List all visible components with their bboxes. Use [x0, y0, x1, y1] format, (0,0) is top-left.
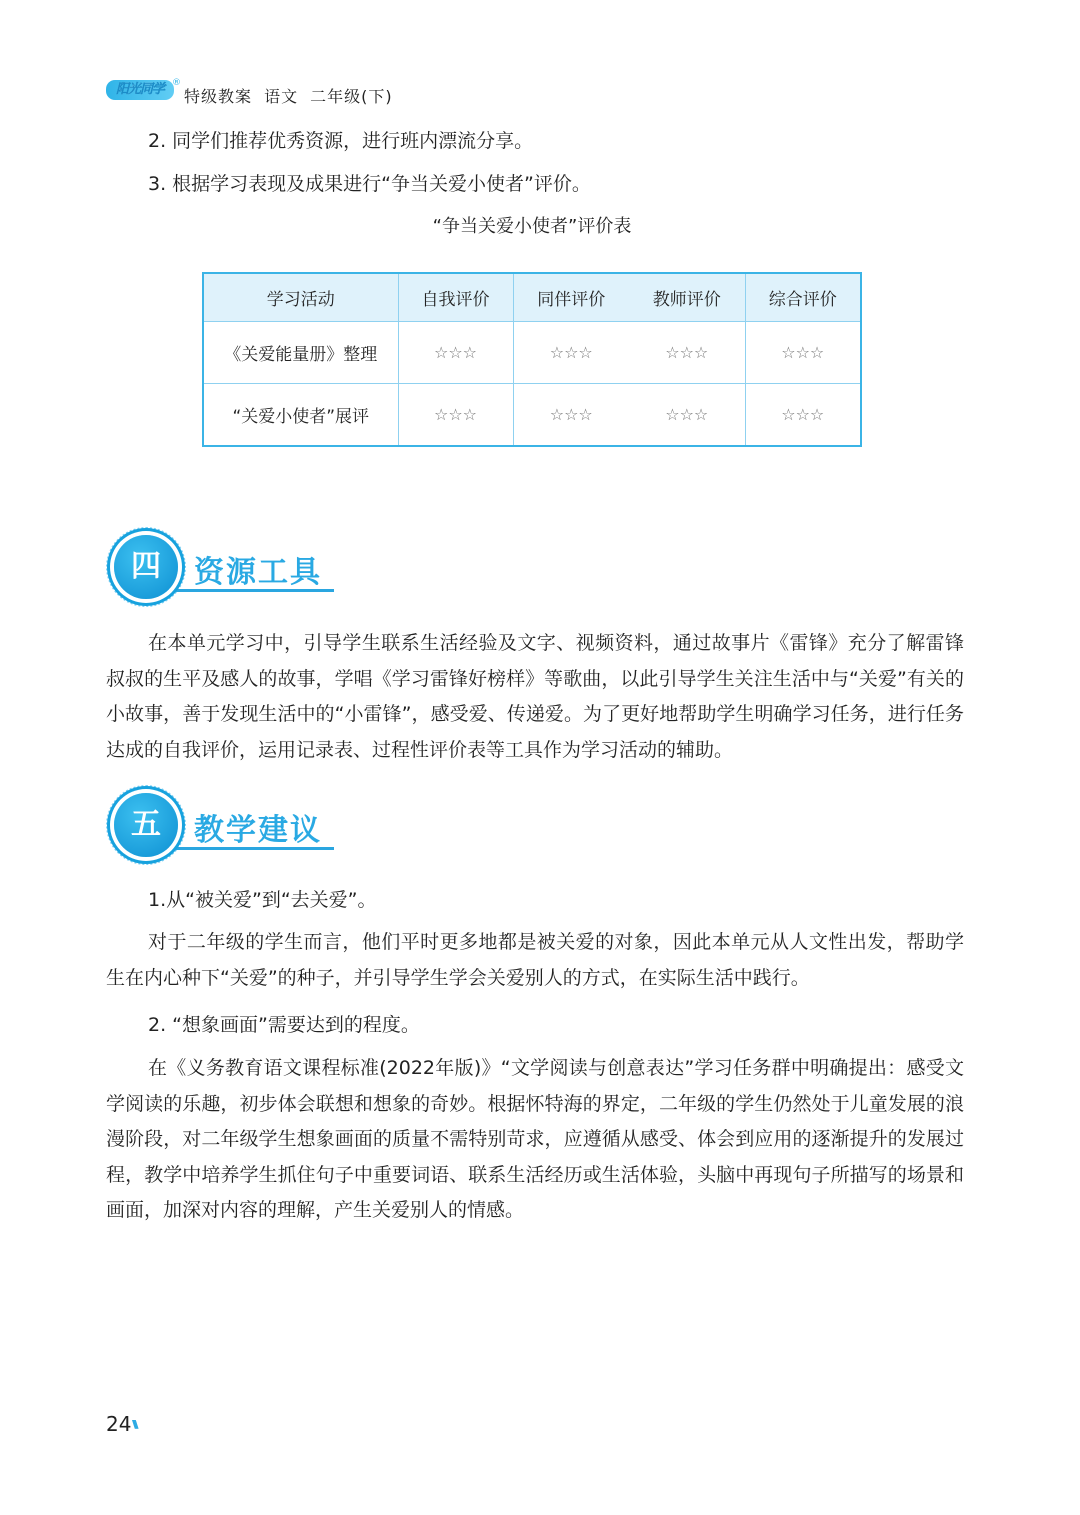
section-heading-4 [106, 527, 346, 617]
publisher-logo: 阳光同学 [106, 80, 174, 100]
column-header-teacher: 教师评价 [629, 273, 745, 322]
section-title: 教学建议 [194, 813, 322, 848]
page-number: 24 [106, 1412, 132, 1436]
page-number-decoration: \\\\\ [132, 1418, 136, 1431]
rating-stars: ☆☆☆ [398, 322, 513, 384]
paragraph: 对于二年级的学生而言，他们平时更多地都是被关爱的对象，因此本单元从人文性出发，帮助学生在内心种下“关爱”的种子，并引导学生学会关爱别人的方式，在实际生活中践行。 [106, 931, 964, 989]
section-number-badge: 五 [114, 793, 178, 857]
column-header-overall: 综合评价 [745, 273, 861, 322]
table-row [203, 384, 861, 447]
rating-stars: ☆☆☆ [745, 384, 861, 447]
rating-stars: ☆☆☆ [513, 384, 629, 447]
suggestion-2-title: 2. “想象画面”需要达到的程度。 [148, 1014, 420, 1036]
running-header: 特级教案 语文 二年级(下) [184, 87, 393, 106]
registered-mark: ® [172, 78, 181, 88]
rating-stars: ☆☆☆ [745, 322, 861, 384]
section-4-body [106, 626, 964, 768]
evaluation-table [202, 272, 862, 447]
list-item-3: 3. 根据学习表现及成果进行“争当关爱小使者”评价。 [148, 173, 591, 195]
paragraph: 在本单元学习中，引导学生联系生活经验及文字、视频资料，通过故事片《雷锋》充分了解雷锋叔叔的生平及感人的故事，学唱《学习雷锋好榜样》等歌曲，以此引导学生关注生活中与“关爱”有关的小故事，善于发现生活中的“小雷锋”，感受爱、传递爱。为了更好地帮助学生明确学习任务，进行任务达成的自我评价，运用记录表、过程性评价表等工具作为学习活动的辅助。 [106, 632, 964, 761]
section-heading-5 [106, 785, 346, 875]
table-caption: “争当关爱小使者”评价表 [432, 216, 632, 237]
column-header-self: 自我评价 [398, 273, 513, 322]
activity-cell: 《关爱能量册》整理 [203, 322, 398, 384]
table-header-row [203, 273, 861, 322]
column-header-activity: 学习活动 [203, 273, 398, 322]
suggestion-1-body [106, 925, 964, 996]
activity-cell: “关爱小使者”展评 [203, 384, 398, 447]
suggestion-1-title: 1.从“被关爱”到“去关爱”。 [148, 889, 377, 911]
rating-stars: ☆☆☆ [398, 384, 513, 447]
section-number-badge: 四 [114, 535, 178, 599]
suggestion-2-body [106, 1051, 964, 1229]
rating-stars: ☆☆☆ [629, 384, 745, 447]
list-item-2: 2. 同学们推荐优秀资源，进行班内漂流分享。 [148, 130, 534, 152]
table-row [203, 322, 861, 384]
rating-stars: ☆☆☆ [513, 322, 629, 384]
rating-stars: ☆☆☆ [629, 322, 745, 384]
paragraph: 在《义务教育语文课程标准(2022年版)》“文学阅读与创意表达”学习任务群中明确提出：感受文学阅读的乐趣，初步体会联想和想象的奇妙。根据怀特海的界定，二年级的学生仍然处于儿童发展的浪漫阶段，对二年级学生想象画面的质量不需特别苛求，应遵循从感受、体会到应用的逐渐提升的发展过程，教学中培养学生抓住句子中重要词语、联系生活经历或生活体验，头脑中再现句子所描写的场景和画面，加深对内容的理解，产生关爱别人的情感。 [106, 1057, 964, 1221]
column-header-peer: 同伴评价 [513, 273, 629, 322]
section-title: 资源工具 [194, 555, 322, 590]
